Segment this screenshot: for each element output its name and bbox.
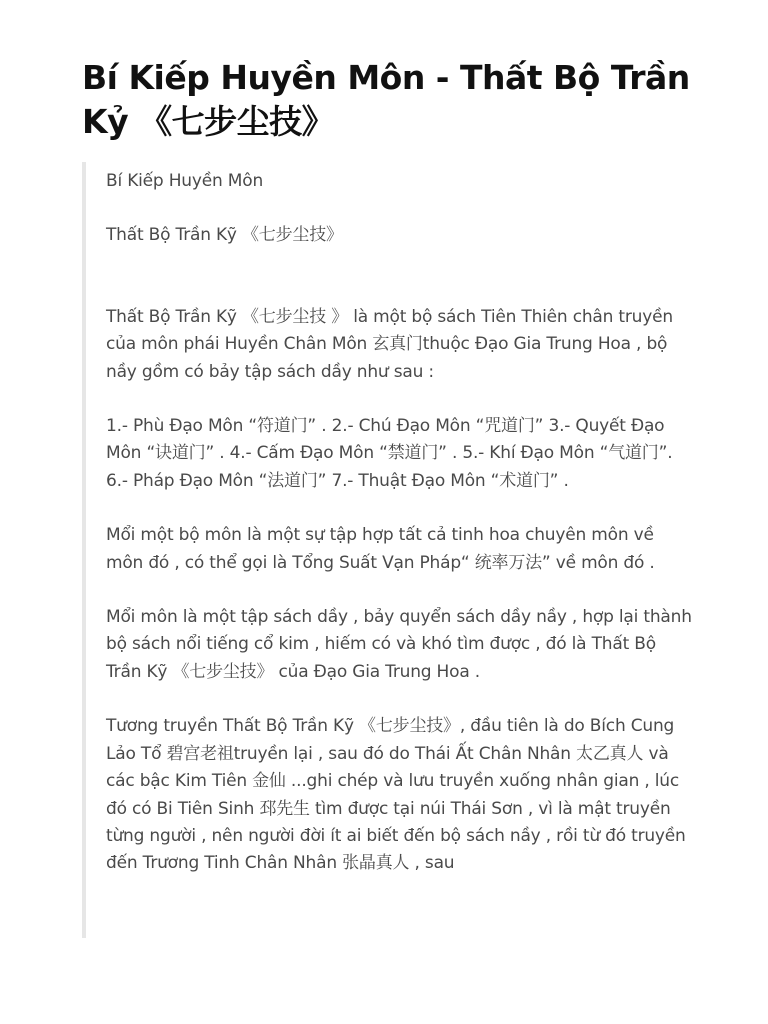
paragraph-subheading: Thất Bộ Trần Kỹ 《七步尘技》 <box>106 225 343 246</box>
paragraph-heading: Bí Kiếp Huyền Môn <box>106 171 264 191</box>
paragraph-list: 1.- Phù Đạo Môn “符道门” . 2.- Chú Đạo Môn “咒道门” 3.- Quyết Đạo Môn “诀道门” . 4.- Cấm Đạo Môn “禁道门” . 5.- Khí Đạo Môn “气道门”. 6.- Pháp Đạo Môn “法道门” 7.- Thuật Đạo Môn “术道门” . <box>106 416 673 491</box>
blockquote <box>82 162 692 938</box>
article-title: Bí Kiếp Huyền Môn - Thất Bộ Trần Kỷ 《七步尘技》 <box>82 58 690 141</box>
article <box>82 56 692 938</box>
paragraph-legend: Tương truyền Thất Bộ Trần Kỹ 《七步尘技》, đầu tiên là do Bích Cung Lảo Tổ 碧宫老祖truyền lại , sau đó do Thái Ất Chân Nhân 太乙真人 và các bậc Kim Tiên 金仙 ...ghi chép và lưu truyền xuống nhân gian , lúc đó có Bi Tiên Sinh 邳先生 tìm được tại núi Thái Sơn , vì là mật truyền từng người , nên người đời ít ai biết đến bộ sách nầy , rồi từ đó truyền đến Trương Tinh Chân Nhân 张晶真人 , sau <box>106 716 686 874</box>
paragraph-intro: Thất Bộ Trần Kỹ 《七步尘技 》 là một bộ sách Tiên Thiên chân truyền của môn phái Huyền Chân Môn 玄真门thuộc Đạo Gia Trung Hoa , bộ nầy gồm có bảy tập sách dầy như sau : <box>106 306 673 382</box>
paragraph-each-book: Mổi môn là một tập sách dầy , bảy quyển sách dầy nầy , hợp lại thành bộ sách nổi tiếng cổ kim , hiếm có và khó tìm được , đó là Thất Bộ Trần Kỹ 《七步尘技》 của Đạo Gia Trung Hoa . <box>106 607 692 682</box>
paragraph-each-section: Mổi một bộ môn là một sự tập hợp tất cả tinh hoa chuyên môn về môn đó , có thể gọi là Tổng Suất Vạn Pháp“ 统率万法” về môn đó . <box>106 525 655 573</box>
